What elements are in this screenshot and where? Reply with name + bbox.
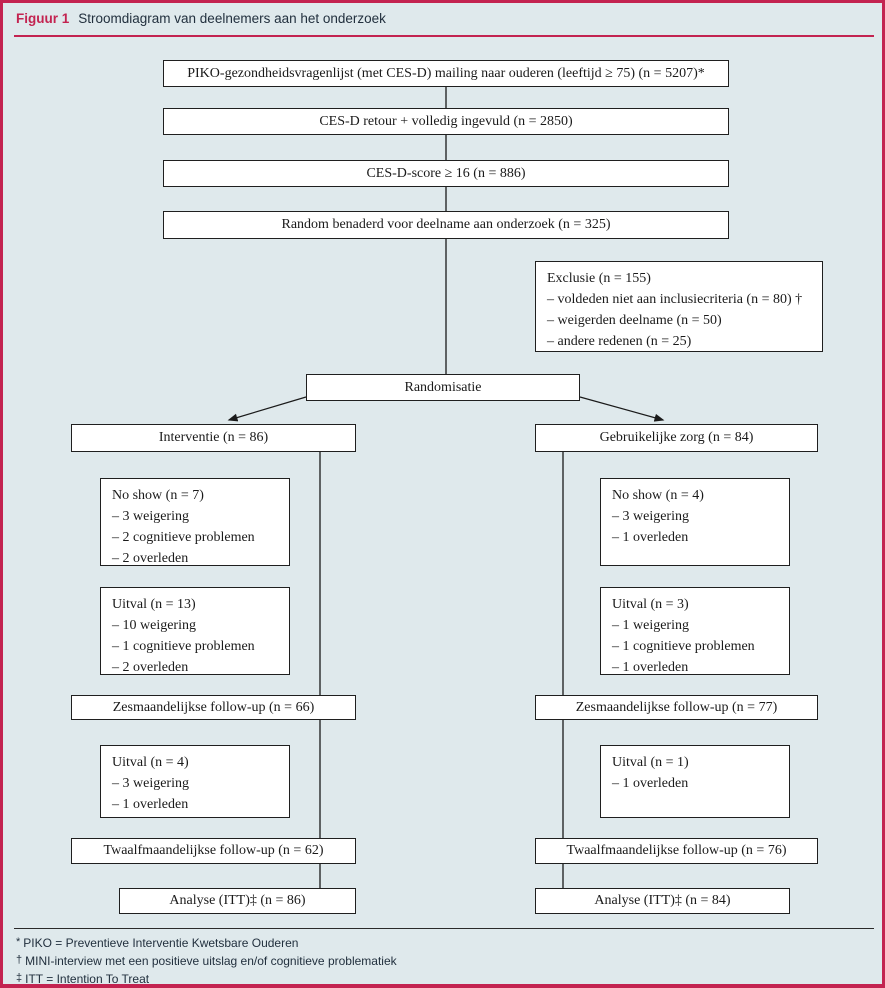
footnote-text: ITT = Intention To Treat — [25, 972, 150, 986]
box-gebruikelijke-zorg-arm: Gebruikelijke zorg (n = 84) — [535, 424, 818, 452]
box-piko-mailing: PIKO-gezondheidsvragenlijst (met CES-D) mailing naar ouderen (leeftijd ≥ 75) (n = 5207)* — [163, 60, 729, 87]
box-zorg-followup-12: Twaalfmaandelijkse follow-up (n = 76) — [535, 838, 818, 864]
box-zorg-uitval-1 — [600, 587, 790, 675]
box-exclusie — [535, 261, 823, 352]
uitval-item: – 1 cognitieve problemen — [112, 639, 255, 654]
uitval-item: – 1 overleden — [112, 797, 189, 812]
noshow-item: – 1 overleden — [612, 530, 689, 545]
noshow-item: – 2 overleden — [112, 551, 189, 566]
box-cesd-score: CES-D-score ≥ 16 (n = 886) — [163, 160, 729, 187]
figure-label: Figuur 1 — [16, 11, 70, 26]
noshow-title: No show (n = 7) — [112, 488, 204, 503]
box-zorg-noshow — [600, 478, 790, 566]
box-interventie-followup-12: Twaalfmaandelijkse follow-up (n = 62) — [71, 838, 356, 864]
footnote-mark: * — [16, 936, 21, 948]
noshow-title: No show (n = 4) — [612, 488, 704, 503]
exclusie-item: – andere redenen (n = 25) — [547, 334, 692, 349]
box-zorg-analyse: Analyse (ITT)‡ (n = 84) — [535, 888, 790, 914]
box-interventie-uitval-1 — [100, 587, 290, 675]
uitval-item: – 10 weigering — [112, 618, 196, 633]
uitval-title: Uitval (n = 4) — [112, 755, 189, 770]
uitval-item: – 1 overleden — [612, 776, 689, 791]
uitval-item: – 1 weigering — [612, 618, 689, 633]
exclusie-title: Exclusie (n = 155) — [547, 271, 651, 286]
footnote-text: MINI-interview met een positieve uitslag en/of cognitieve problematiek — [25, 954, 397, 968]
noshow-item: – 2 cognitieve problemen — [112, 530, 255, 545]
footnote-mark: † — [16, 954, 23, 966]
uitval-item: – 1 overleden — [612, 660, 689, 675]
box-interventie-uitval-2 — [100, 745, 290, 818]
box-cesd-retour: CES-D retour + volledig ingevuld (n = 2850) — [163, 108, 729, 135]
noshow-item: – 3 weigering — [112, 509, 189, 524]
box-interventie-noshow — [100, 478, 290, 566]
box-interventie-followup-6: Zesmaandelijkse follow-up (n = 66) — [71, 695, 356, 720]
figure-title: Stroomdiagram van deelnemers aan het onderzoek — [78, 11, 386, 26]
footnote-text: PIKO = Preventieve Interventie Kwetsbare Ouderen — [23, 936, 299, 950]
box-interventie-analyse: Analyse (ITT)‡ (n = 86) — [119, 888, 356, 914]
box-randomisatie: Randomisatie — [306, 374, 580, 401]
uitval-title: Uitval (n = 1) — [612, 755, 689, 770]
uitval-title: Uitval (n = 3) — [612, 597, 689, 612]
uitval-item: – 2 overleden — [112, 660, 189, 675]
uitval-item: – 1 cognitieve problemen — [612, 639, 755, 654]
exclusie-item: – voldeden niet aan inclusiecriteria (n = 80) † — [547, 292, 803, 307]
box-zorg-uitval-2 — [600, 745, 790, 818]
exclusie-item: – weigerden deelname (n = 50) — [547, 313, 722, 328]
box-random-benaderd: Random benaderd voor deelname aan onderzoek (n = 325) — [163, 211, 729, 239]
box-interventie-arm: Interventie (n = 86) — [71, 424, 356, 452]
footnote-mark: ‡ — [16, 972, 23, 984]
box-zorg-followup-6: Zesmaandelijkse follow-up (n = 77) — [535, 695, 818, 720]
noshow-item: – 3 weigering — [612, 509, 689, 524]
uitval-item: – 3 weigering — [112, 776, 189, 791]
uitval-title: Uitval (n = 13) — [112, 597, 196, 612]
